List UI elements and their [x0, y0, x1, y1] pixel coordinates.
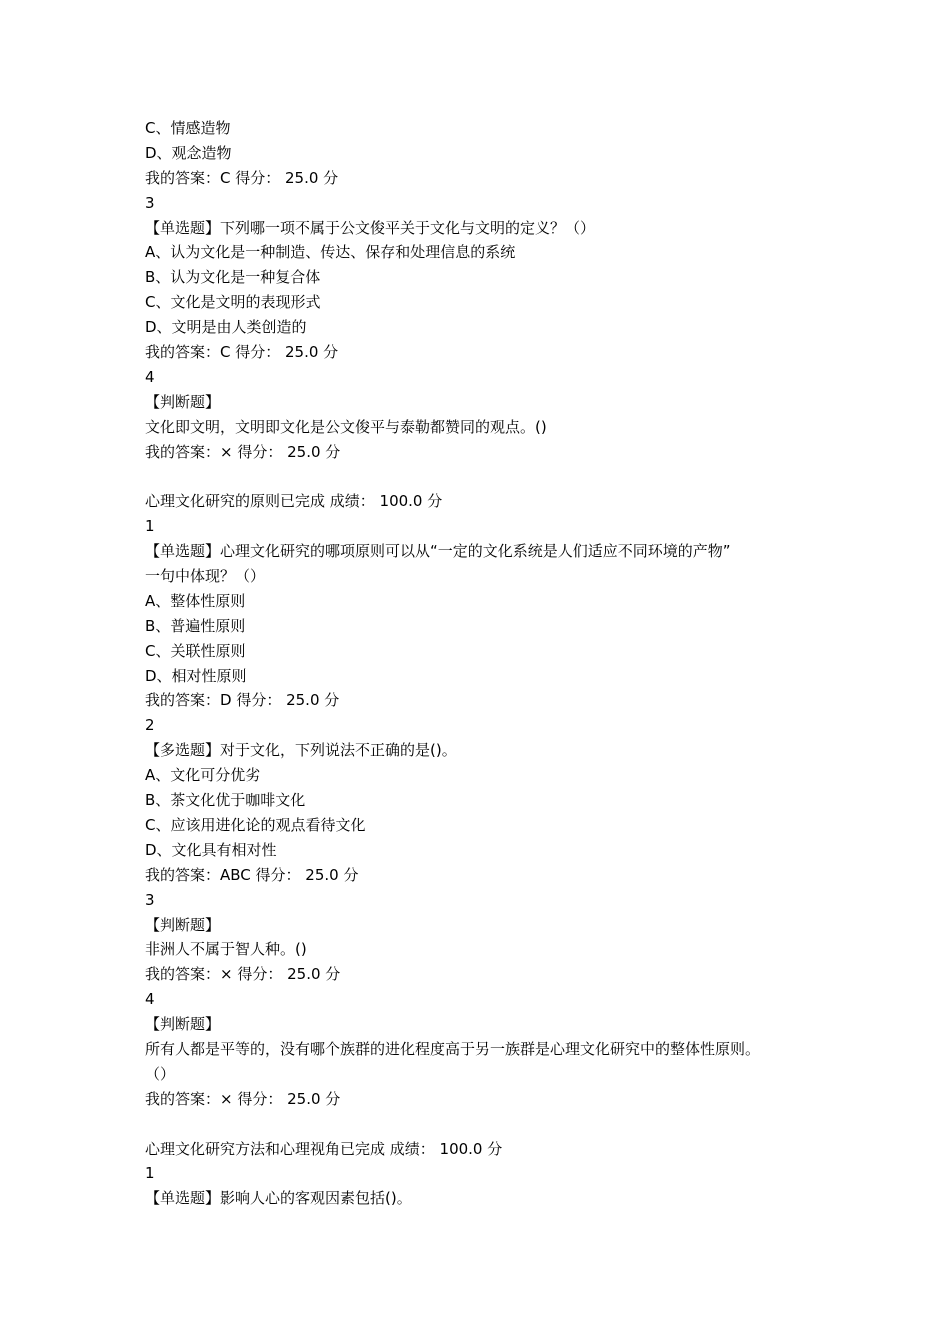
section-title: 心理文化研究方法和心理视角已完成 成绩： 100.0 分 [145, 1139, 503, 1158]
option-d: D、文明是由人类创造的 [145, 318, 307, 337]
option-a: A、文化可分优劣 [145, 766, 261, 785]
question-text: 【单选题】影响人心的客观因素包括()。 [145, 1189, 412, 1208]
option-c: C、关联性原则 [145, 641, 246, 660]
question-text: 【单选题】下列哪一项不属于公文俊平关于文化与文明的定义？（） [145, 218, 596, 237]
option-d: D、观念造物 [145, 143, 232, 162]
question-type: 【判断题】 [145, 392, 221, 411]
question-type: 【判断题】 [145, 915, 221, 934]
option-c: C、情感造物 [145, 119, 231, 137]
my-answer: 我的答案：D 得分： 25.0 分 [145, 691, 340, 710]
document-body [145, 116, 845, 1211]
option-a: A、整体性原则 [145, 591, 246, 610]
option-b: B、茶文化优于咖啡文化 [145, 791, 306, 810]
option-c: C、应该用进化论的观点看待文化 [145, 815, 366, 834]
question-text: 文化即文明，文明即文化是公文俊平与泰勒都赞同的观点。() [145, 417, 547, 436]
option-a: A、认为文化是一种制造、传达、保存和处理信息的系统 [145, 243, 516, 262]
question-number: 2 [145, 716, 155, 735]
question-text: 非洲人不属于智人种。() [145, 940, 307, 959]
my-answer: 我的答案：ABC 得分： 25.0 分 [145, 865, 359, 884]
option-b: B、普遍性原则 [145, 616, 246, 635]
option-d: D、文化具有相对性 [145, 840, 277, 859]
question-text: 【单选题】心理文化研究的哪项原则可以从“一定的文化系统是人们适应不同环境的产物” [145, 542, 731, 561]
question-type: 【判断题】 [145, 1015, 221, 1034]
my-answer: 我的答案：C 得分： 25.0 分 [145, 343, 339, 362]
question-text-continued: （） [145, 1064, 176, 1083]
question-number: 3 [145, 193, 155, 212]
question-number: 4 [145, 990, 155, 1009]
question-number: 3 [145, 890, 155, 909]
question-text-continued: 一句中体现？（） [145, 567, 266, 586]
my-answer: 我的答案：× 得分： 25.0 分 [145, 1089, 341, 1108]
my-answer: 我的答案：C 得分： 25.0 分 [145, 168, 339, 187]
question-number: 1 [145, 517, 155, 536]
blank-line [145, 464, 845, 489]
section-title: 心理文化研究的原则已完成 成绩： 100.0 分 [145, 492, 443, 511]
option-c: C、文化是文明的表现形式 [145, 293, 321, 312]
my-answer: 我的答案：× 得分： 25.0 分 [145, 965, 341, 984]
my-answer: 我的答案：× 得分： 25.0 分 [145, 442, 341, 461]
question-text: 【多选题】对于文化，下列说法不正确的是()。 [145, 741, 457, 760]
question-text: 所有人都是平等的，没有哪个族群的进化程度高于另一族群是心理文化研究中的整体性原则。 [145, 1039, 761, 1058]
option-b: B、认为文化是一种复合体 [145, 268, 321, 287]
question-number: 1 [145, 1164, 155, 1183]
option-d: D、相对性原则 [145, 666, 247, 685]
question-number: 4 [145, 367, 155, 386]
blank-line [145, 1112, 845, 1137]
